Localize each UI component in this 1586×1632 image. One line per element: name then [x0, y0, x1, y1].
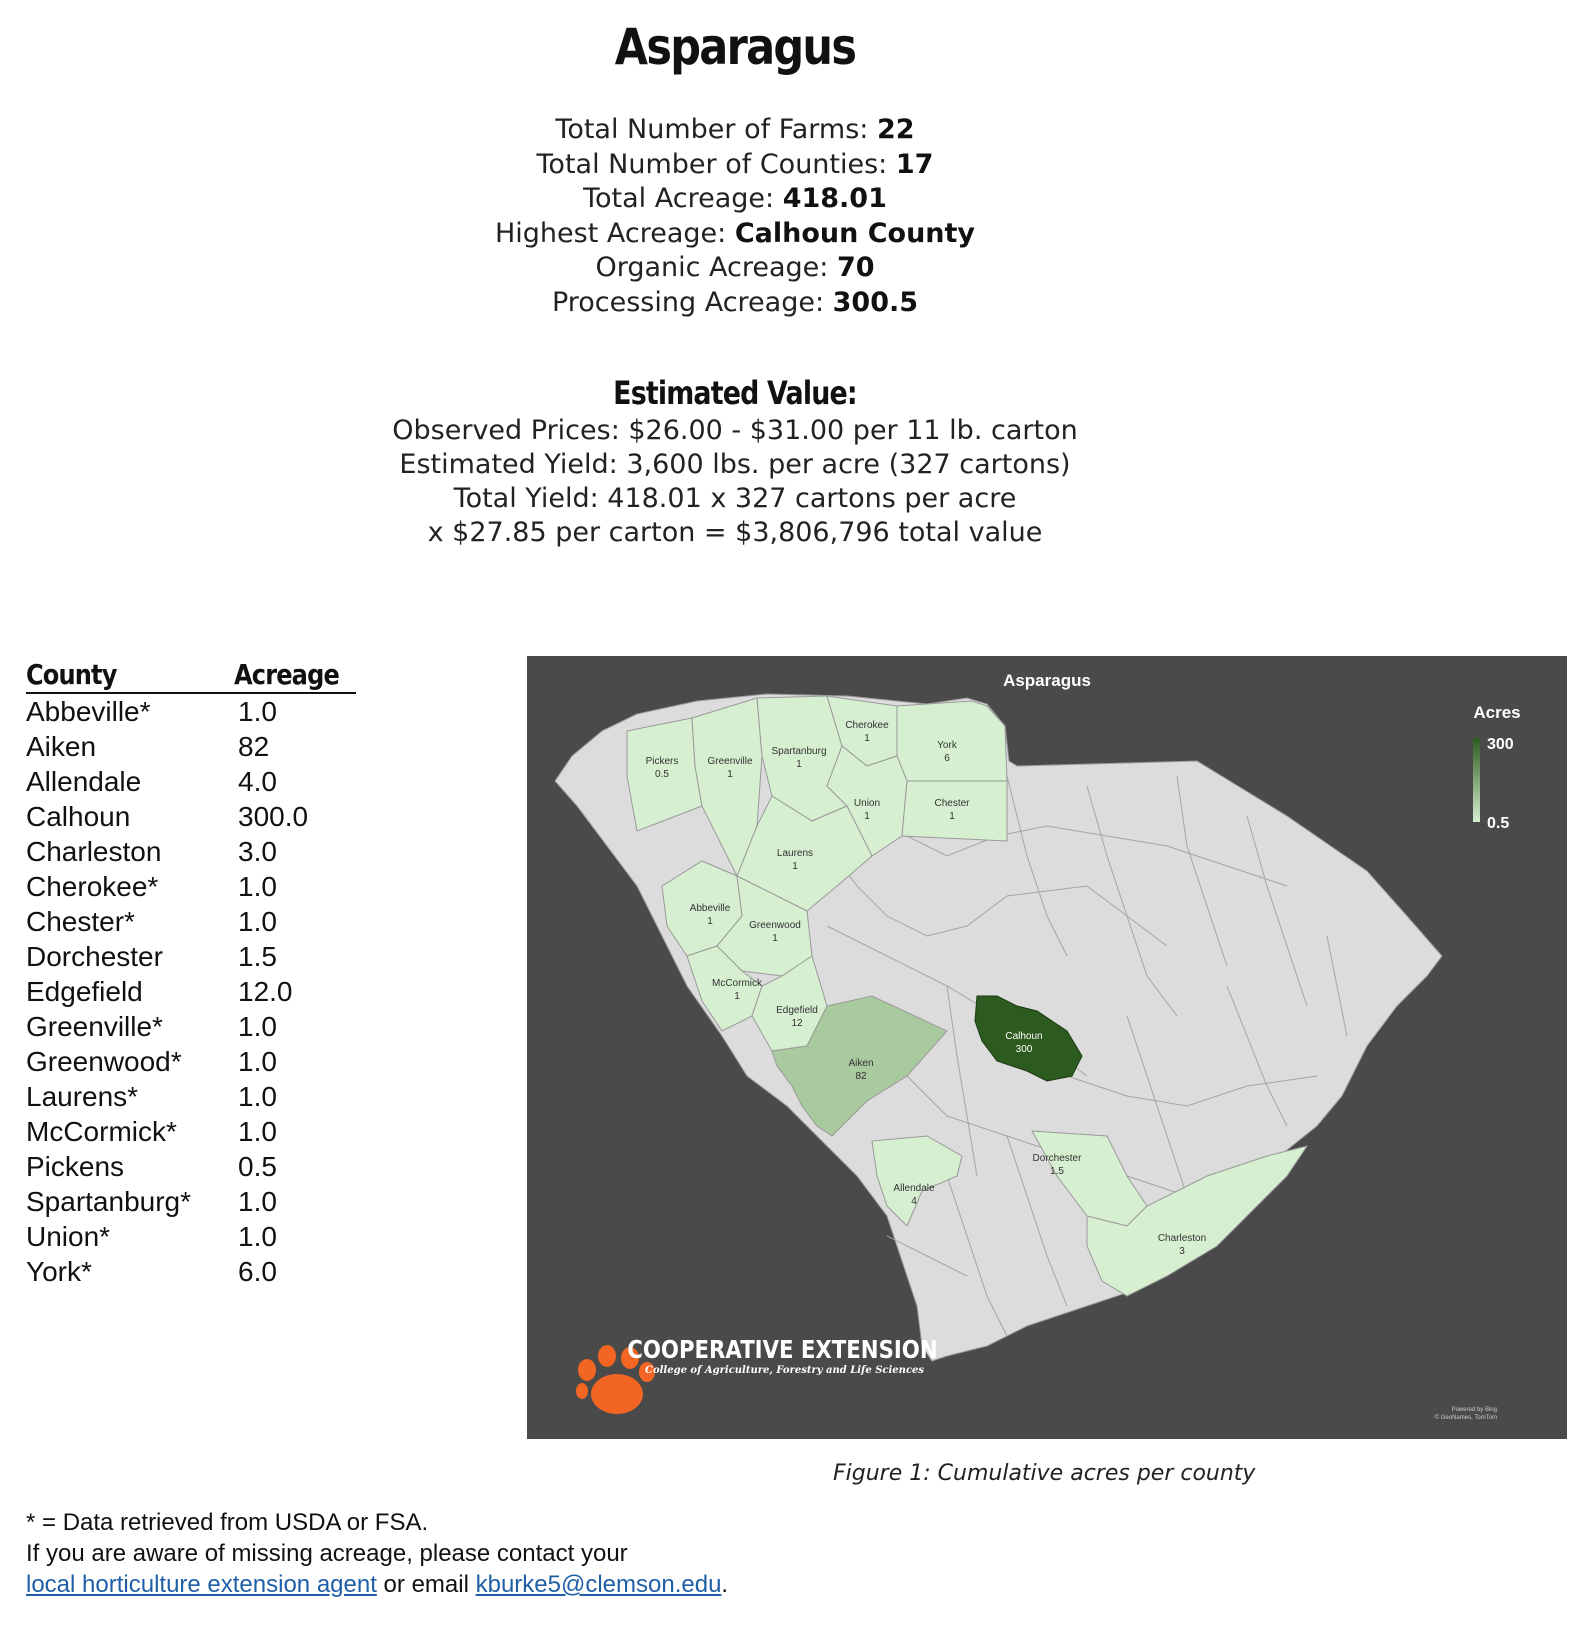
- legend-min: 0.5: [1487, 815, 1510, 832]
- table-row: [26, 904, 356, 939]
- cell-acreage: 1.0: [238, 1080, 277, 1112]
- map-label-value: 6: [944, 753, 950, 764]
- footnote-source: * = Data retrieved from USDA or FSA.: [26, 1509, 429, 1536]
- stat-processing: Processing Acreage: 300.5: [551, 286, 919, 318]
- table-row: [26, 799, 356, 834]
- map-label-name: Dorchester: [1032, 1153, 1082, 1164]
- cell-county: Edgefield: [26, 975, 143, 1007]
- map-label-value: 1: [864, 811, 870, 822]
- cell-acreage: 1.0: [238, 1115, 277, 1147]
- cell-county: McCormick*: [26, 1115, 177, 1147]
- cell-county: Greenville*: [26, 1010, 163, 1042]
- table-body: [26, 694, 356, 1289]
- cell-acreage: 4.0: [238, 765, 277, 797]
- cell-county: Union*: [26, 1220, 111, 1252]
- page-title: Asparagus: [614, 18, 856, 76]
- map-label-value: 1: [796, 759, 802, 770]
- cell-acreage: 1.0: [238, 1010, 277, 1042]
- cell-county: York*: [26, 1255, 92, 1287]
- cell-acreage: 1.0: [238, 1220, 277, 1252]
- header-acreage: Acreage: [234, 658, 339, 691]
- map-label-name: Greenwood: [749, 920, 801, 931]
- table-row: [26, 1009, 356, 1044]
- table-row: [26, 1079, 356, 1114]
- map-label-name: Cherokee: [845, 720, 889, 731]
- table-row: [26, 764, 356, 799]
- table-row: [26, 974, 356, 1009]
- cell-county: Calhoun: [26, 800, 131, 832]
- map-label-value: 1: [707, 916, 713, 927]
- attribution-line: Powered by Bing: [1451, 1407, 1497, 1413]
- cell-acreage: 3.0: [238, 835, 277, 867]
- table-row: [26, 834, 356, 869]
- map-label-name: Abbeville: [689, 903, 731, 914]
- est-line: x $27.85 per carton = $3,806,796 total value: [427, 517, 1043, 548]
- header-county: County: [26, 658, 117, 691]
- map-label-name: Pickers: [645, 756, 679, 767]
- table-row: [26, 1149, 356, 1184]
- footnote: [26, 1507, 728, 1600]
- table-row: [26, 1114, 356, 1149]
- county-map: [527, 656, 1567, 1439]
- cell-acreage: 1.0: [238, 905, 277, 937]
- est-line: Estimated Yield: 3,600 lbs. per acre (327 cartons): [399, 449, 1071, 480]
- extension-agent-link[interactable]: local horticulture extension agent: [26, 1571, 377, 1598]
- cell-county: Charleston: [26, 835, 162, 867]
- map-label-value: 1: [734, 991, 740, 1002]
- map-label-name: Spartanburg: [771, 746, 827, 757]
- cell-county: Laurens*: [26, 1080, 139, 1112]
- stat-farms: Total Number of Farms: 22: [555, 114, 915, 145]
- logo-subtitle: College of Agriculture, Forestry and Life Sciences: [645, 1365, 925, 1376]
- map-label-value: 300: [1015, 1044, 1033, 1055]
- table-row: [26, 1254, 356, 1289]
- summary-stats: [0, 113, 1470, 320]
- map-label-name: Aiken: [848, 1058, 874, 1069]
- map-label-name: Edgefield: [776, 1005, 818, 1016]
- map-label-name: Greenville: [707, 756, 753, 767]
- cell-county: Chester*: [26, 905, 135, 937]
- attribution-line: © GeoNames, TomTom: [1434, 1415, 1497, 1421]
- table-row: [26, 694, 356, 729]
- cell-county: Cherokee*: [26, 870, 159, 902]
- cell-county: Aiken: [26, 730, 97, 762]
- stat-acreage: Total Acreage: 418.01: [583, 183, 887, 214]
- figure-caption: Figure 1: Cumulative acres per county: [833, 1461, 1256, 1486]
- map-label-name: Chester: [934, 798, 970, 809]
- footnote-contact: If you are aware of missing acreage, please contact your: [26, 1540, 628, 1567]
- cell-county: Greenwood*: [26, 1045, 182, 1077]
- cell-county: Allendale: [26, 765, 142, 797]
- map-label-value: 1: [772, 933, 778, 944]
- stat-counties: Total Number of Counties: 17: [536, 148, 934, 180]
- cell-acreage: 82: [238, 730, 270, 762]
- map-label-name: Laurens: [776, 848, 814, 859]
- map-label-value: 1: [949, 811, 955, 822]
- cell-acreage: 1.0: [238, 1185, 277, 1217]
- legend-title: Acres: [1473, 703, 1521, 722]
- cell-acreage: 0.5: [238, 1150, 277, 1182]
- estimated-value-heading: Estimated Value:: [613, 374, 857, 412]
- map-label-value: 3: [1179, 1246, 1185, 1257]
- map-label-name: Calhoun: [1005, 1031, 1043, 1042]
- cell-acreage: 12.0: [238, 975, 293, 1007]
- table-header: [26, 656, 356, 694]
- estimated-value-block: [0, 414, 1470, 550]
- table-row: [26, 1219, 356, 1254]
- footnote-links: local horticulture extension agent or email kburke5@clemson.edu.: [26, 1571, 729, 1598]
- map-label-name: York: [937, 740, 957, 751]
- map-label-value: 0.5: [655, 769, 669, 780]
- cell-county: Spartanburg*: [26, 1185, 192, 1217]
- map-label-value: 12: [791, 1018, 803, 1029]
- map-label-value: 82: [855, 1071, 867, 1082]
- map-label-value: 1: [792, 861, 798, 872]
- cell-acreage: 1.0: [238, 1045, 277, 1077]
- map-label-value: 1: [864, 733, 870, 744]
- table-row: [26, 729, 356, 764]
- table-row: [26, 869, 356, 904]
- map-label-value: 1: [727, 769, 733, 780]
- map-svg: [527, 656, 1567, 1439]
- est-line: Total Yield: 418.01 x 327 cartons per acre: [453, 483, 1017, 514]
- email-link[interactable]: kburke5@clemson.edu: [475, 1571, 722, 1598]
- map-label-name: McCormick: [712, 978, 762, 989]
- cell-acreage: 1.0: [238, 695, 277, 727]
- stat-highest: Highest Acreage: Calhoun County: [494, 217, 976, 249]
- map-label-value: 1.5: [1050, 1166, 1064, 1177]
- table-row: [26, 1184, 356, 1219]
- est-line: Observed Prices: $26.00 - $31.00 per 11 lb. carton: [392, 415, 1078, 446]
- cell-acreage: 6.0: [238, 1255, 277, 1287]
- map-label-name: Allendale: [893, 1183, 935, 1194]
- table-row: [26, 1044, 356, 1079]
- logo-title: COOPERATIVE EXTENSION: [627, 1335, 938, 1365]
- cell-county: Dorchester: [26, 940, 163, 972]
- cell-acreage: 1.0: [238, 870, 277, 902]
- cell-acreage: 1.5: [238, 940, 277, 972]
- cell-county: Pickens: [26, 1150, 125, 1182]
- map-title: Asparagus: [1003, 671, 1091, 690]
- stat-organic: Organic Acreage: 70: [595, 252, 875, 283]
- legend-gradient: [1473, 738, 1480, 822]
- map-label-name: Union: [853, 798, 881, 809]
- county-acreage-table: [26, 656, 356, 1289]
- map-label-name: Charleston: [1157, 1233, 1207, 1244]
- map-label-value: 4: [911, 1196, 917, 1207]
- cell-county: Abbeville*: [26, 695, 151, 727]
- legend-max: 300: [1487, 736, 1514, 753]
- table-row: [26, 939, 356, 974]
- cell-acreage: 300.0: [238, 800, 309, 832]
